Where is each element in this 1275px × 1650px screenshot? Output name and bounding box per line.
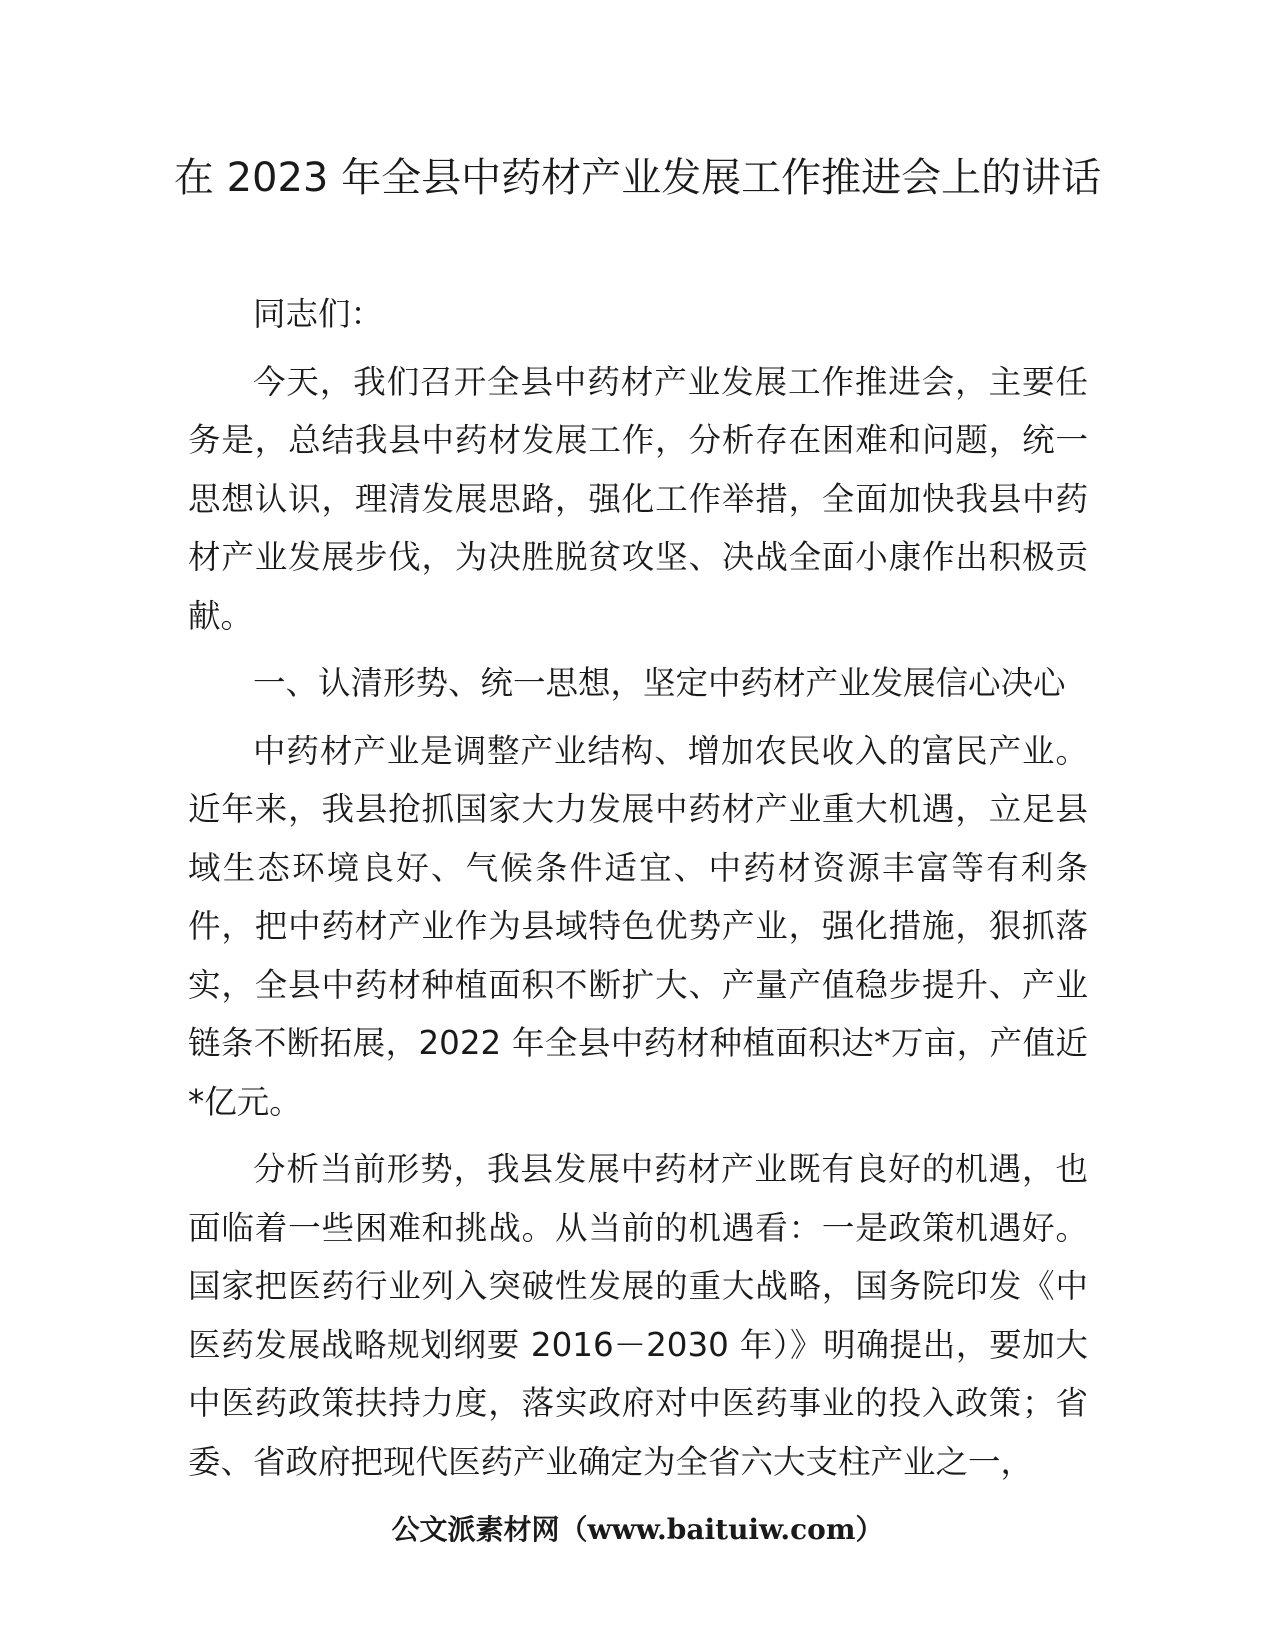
- paragraph-industry: 中药材产业是调整产业结构、增加农民收入的富民产业。近年来，我县抢抓国家大力发展中药材产业重大机遇，立足县域生态环境良好、气候条件适宜、中药材资源丰富等有利条件，把中药材产业作为县域特色优势产业，强化措施，狠抓落实，全县中药材种植面积不断扩大、产量产值稳步提升、产业链条不断拓展，2022 年全县中药材种植面积达*万亩，产值近*亿元。: [188, 731, 1088, 1121]
- document-body: [188, 285, 1088, 1491]
- footer-watermark: 公文派素材网（www.baituiw.com）: [391, 1513, 884, 1546]
- document-title: 在 2023 年全县中药材产业发展工作推进会上的讲话: [173, 155, 1102, 201]
- section-heading-1: 一、认清形势、统一思想，坚定中药材产业发展信心决心: [253, 664, 1066, 702]
- paragraph-analysis: 分析当前形势，我县发展中药材产业既有良好的机遇，也面临着一些困难和挑战。从当前的机遇看：一是政策机遇好。国家把医药行业列入突破性发展的重大战略，国务院印发《中医药发展战略规划纲要 2016－2030 年）》明确提出，要加大中医药政策扶持力度，落实政府对中医药事业的投入政策；省委、省政府把现代医药产业确定为全省六大支柱产业之一，: [188, 1150, 1088, 1481]
- paragraph-intro: 今天，我们召开全县中药材产业发展工作推进会，主要任务是，总结我县中药材发展工作，分析存在困难和问题，统一思想认识，理清发展思路，强化工作举措，全面加快我县中药材产业发展步伐，为决胜脱贫攻坚、决战全面小康作出积极贡献。: [188, 362, 1088, 635]
- salutation: 同志们：: [253, 295, 384, 333]
